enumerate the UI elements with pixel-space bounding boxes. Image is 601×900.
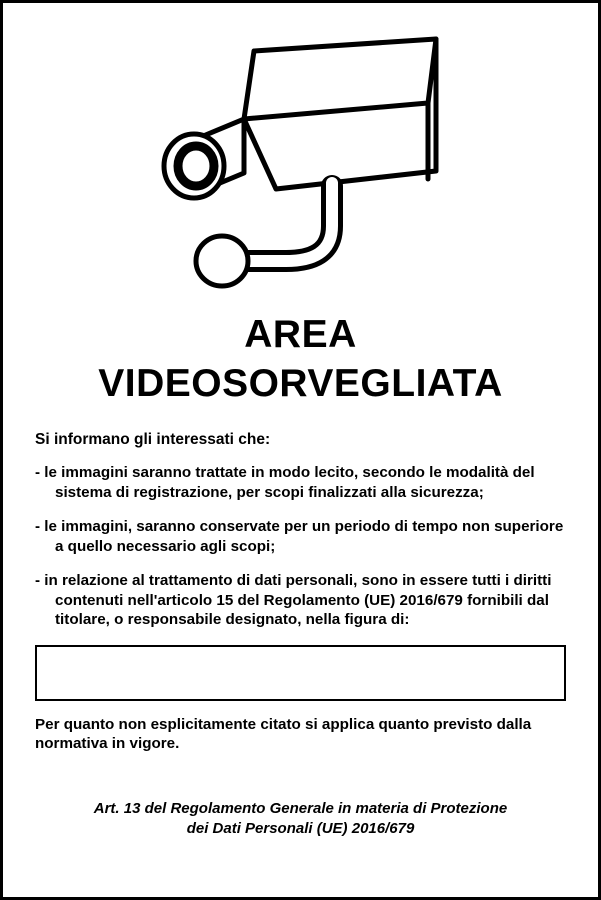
- bullet-list: [35, 463, 566, 629]
- responsible-party-field[interactable]: [35, 645, 566, 701]
- intro-text: Si informano gli interessati che:: [35, 431, 271, 449]
- cctv-camera-icon: [136, 21, 466, 311]
- bullet-first-line: - le immagini, saranno conservate per un periodo di tempo non superiore: [35, 518, 564, 536]
- bullet-rest: a quello necessario agli scopi;: [55, 537, 276, 555]
- bullet-first-line: - le immagini saranno trattate in modo lecito, secondo le modalità del: [35, 464, 535, 482]
- list-item: [35, 517, 566, 556]
- closing-text: Per quanto non esplicitamente citato si applica quanto previsto dalla normativa in vigore.: [35, 715, 532, 752]
- camera-illustration-area: [3, 3, 598, 313]
- title-line-videosorvegliata: VIDEOSORVEGLIATA: [98, 361, 503, 405]
- list-item: [35, 571, 566, 629]
- bullet-rest: sistema di registrazione, per scopi finalizzati alla sicurezza;: [55, 483, 484, 501]
- sign-title: [3, 313, 598, 405]
- bullet-first-line: - in relazione al trattamento di dati personali, sono in essere tutti i diritti: [35, 572, 552, 590]
- footer-line-2: dei Dati Personali (UE) 2016/679: [186, 819, 415, 837]
- bullet-rest: contenuti nell'articolo 15 del Regolamento (UE) 2016/679 fornibili dal titolare, o responsabile designato, nella figura di:: [55, 591, 549, 629]
- list-item: [35, 463, 566, 502]
- footer-line-1: Art. 13 del Regolamento Generale in materia di Protezione: [93, 800, 508, 818]
- sign-body: [3, 431, 598, 753]
- title-line-area: AREA: [244, 313, 357, 356]
- legal-reference-footer: [3, 799, 598, 838]
